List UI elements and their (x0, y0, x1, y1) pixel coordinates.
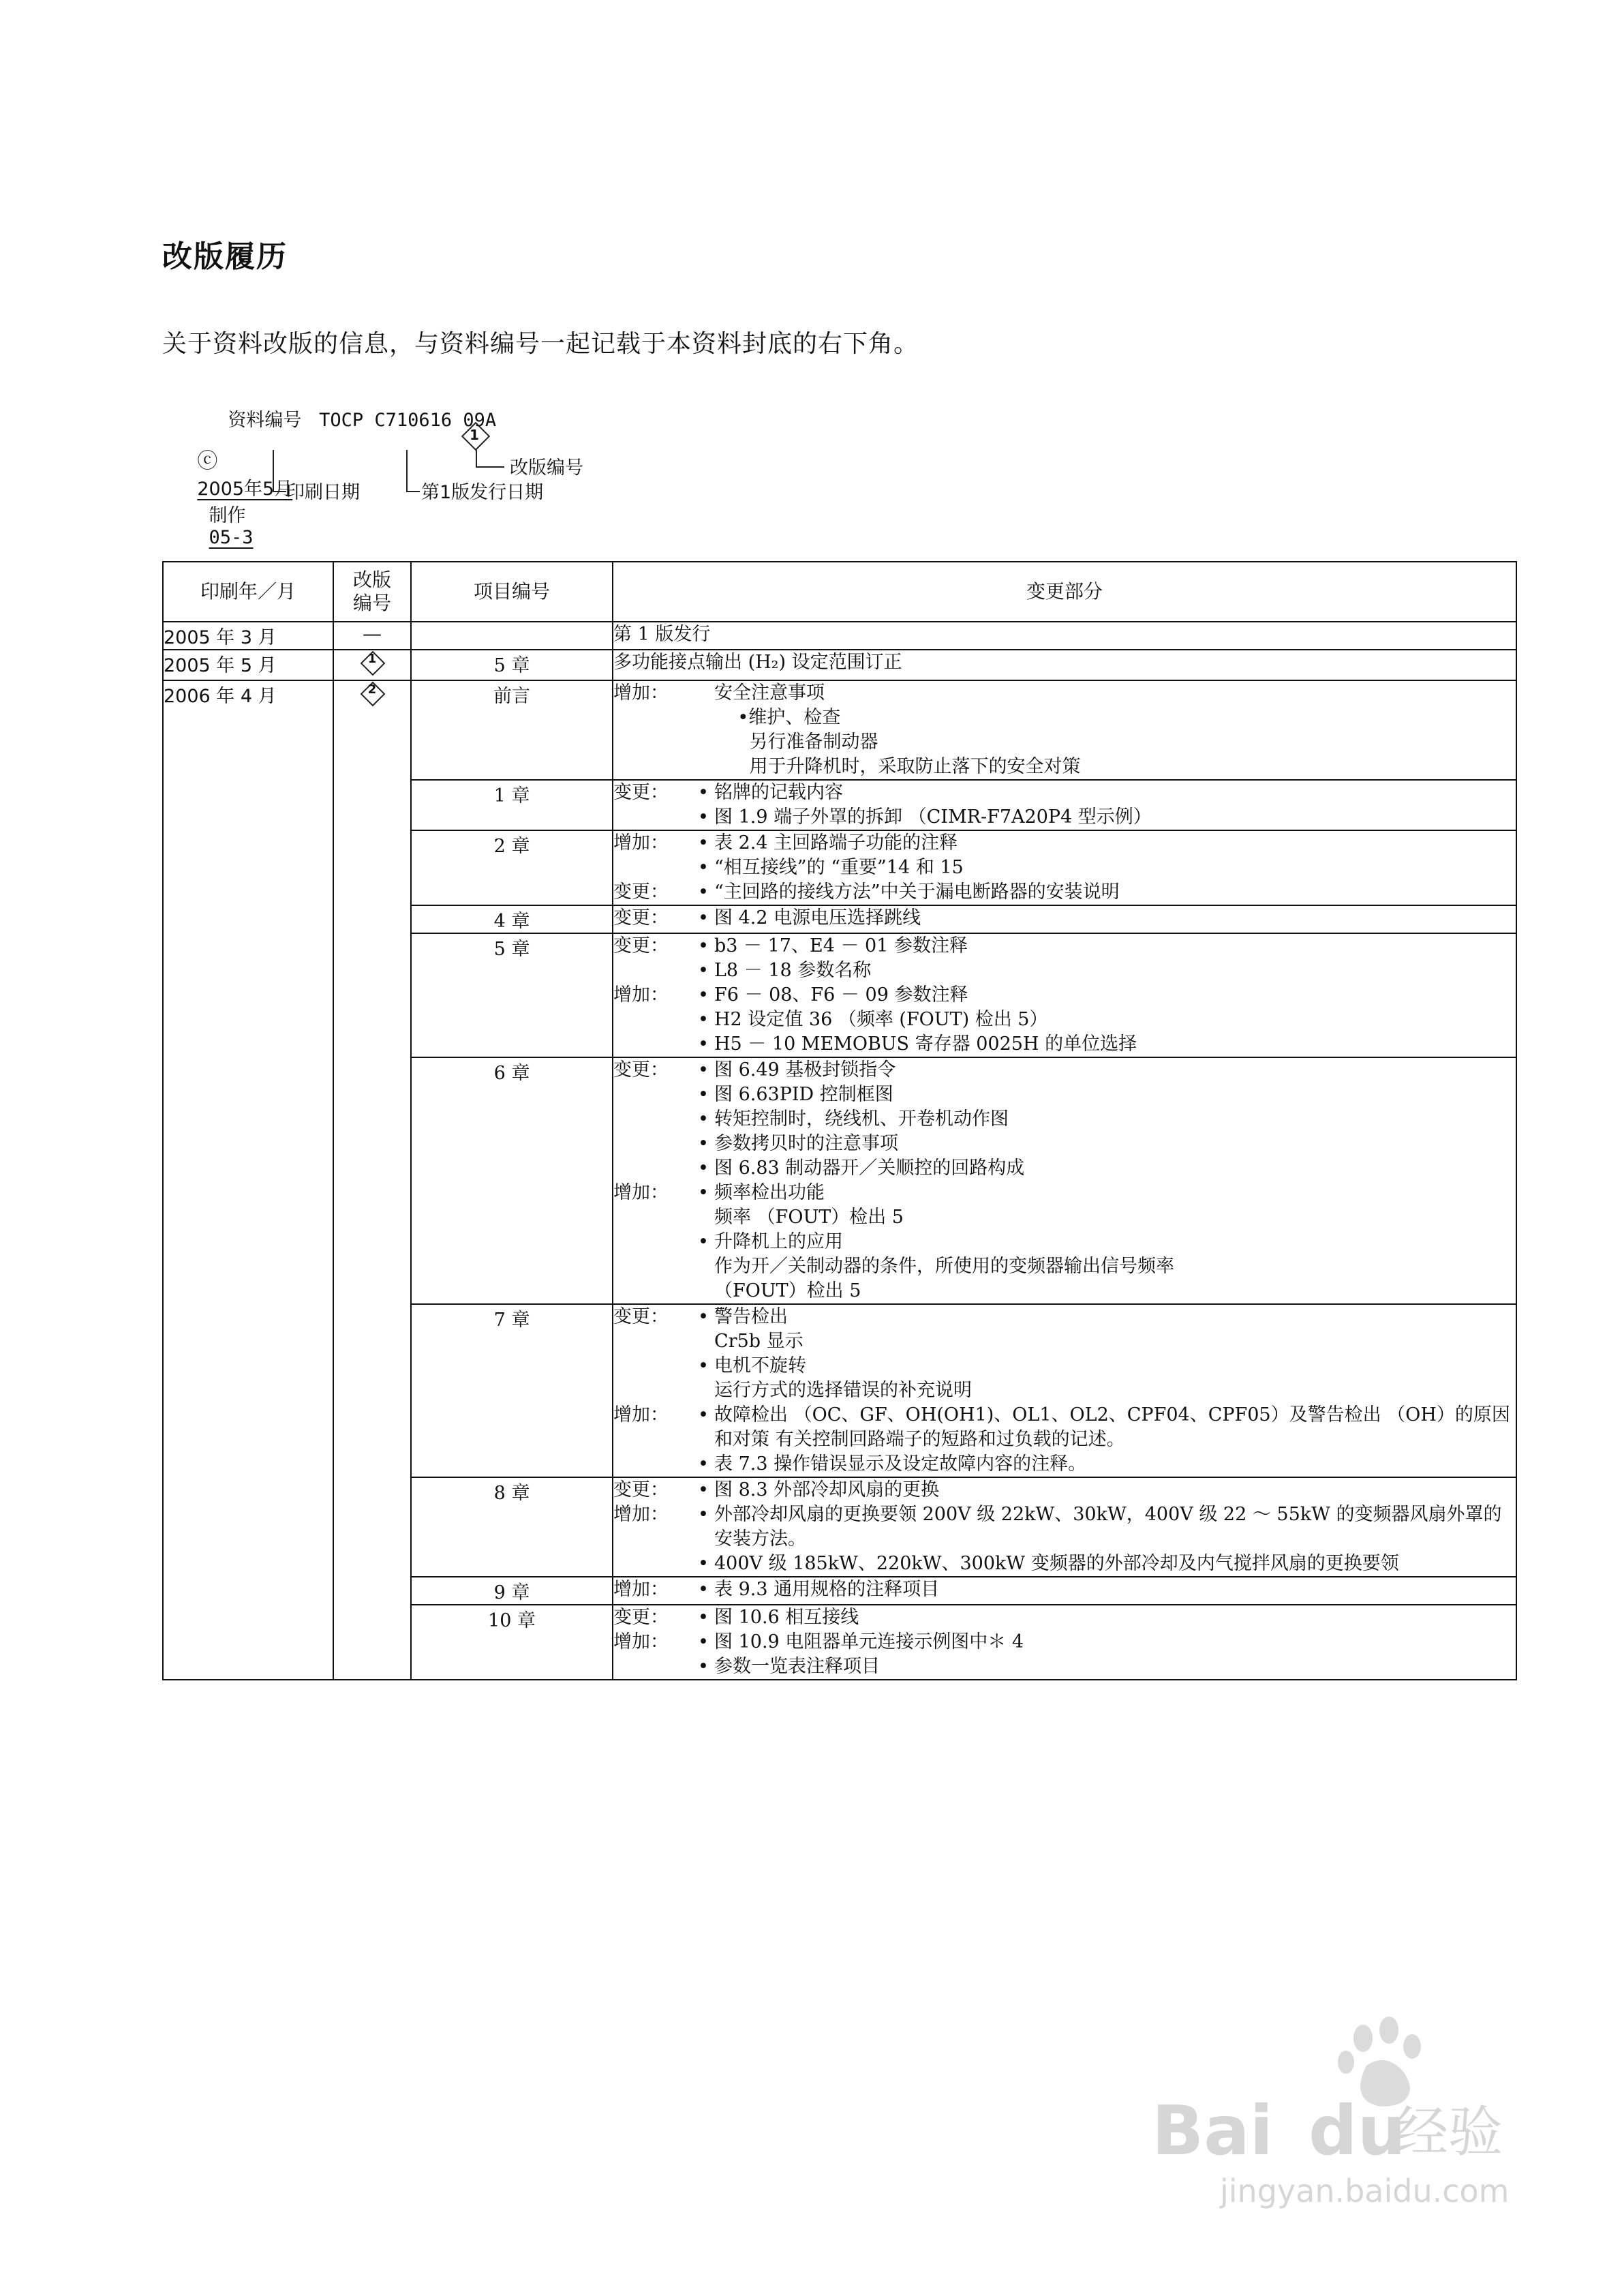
revision-number: 1 (470, 427, 479, 443)
cell-changes (613, 780, 1516, 830)
change-line: 用于升降机时，采取防止落下的安全对策 (714, 756, 1081, 777)
change-line: 变更： • “主回路的接线方法”中关于漏电断路器的安装说明 (613, 881, 1120, 903)
revision-diamond-icon: 2 (360, 681, 384, 706)
cell-item-number: 7 章 (411, 1304, 613, 1477)
change-line: （FOUT）检出 5 (714, 1280, 861, 1301)
cell-changes (613, 1477, 1516, 1577)
change-line: 增加： • 外部冷却风扇的更换要领 200V 级 22kW、30kW，400V 级 22 ～ 55kW 的变频器风扇外罩的安装方法。 (613, 1504, 1502, 1550)
revision-number-label: 改版编号 (510, 457, 583, 479)
change-line: 运行方式的选择错误的补充说明 (714, 1380, 972, 1401)
change-line: 另行准备制动器 (714, 731, 878, 753)
change-line: • 参数一览表注释项目 (698, 1656, 880, 1677)
baidu-jingyan-watermark (1138, 1997, 1520, 2216)
cell-changes (613, 650, 1516, 680)
cell-print-date: 2005 年 5 月 (163, 650, 333, 680)
change-line: 多功能接点输出 (H₂) 设定范围订正 (613, 652, 902, 673)
svg-text:du: du (1309, 2091, 1406, 2171)
header-revision-number: 改版 编号 (333, 562, 411, 622)
cell-item-number: 2 章 (411, 830, 613, 905)
header-item-number: 项目编号 (411, 562, 613, 622)
svg-text:经验: 经验 (1394, 2100, 1503, 2164)
cell-item-number: 10 章 (411, 1605, 613, 1680)
cell-revision-number: — (333, 622, 411, 650)
change-line: • 图 1.9 端子外罩的拆卸 （CIMR-F7A20P4 型示例） (698, 806, 1152, 828)
change-line: • H5 － 10 MEMOBUS 寄存器 0025H 的单位选择 (698, 1033, 1137, 1055)
change-line: •维护、检查 (714, 707, 841, 728)
change-line: • 图 6.63PID 控制框图 (698, 1084, 893, 1105)
cell-changes (613, 680, 1516, 780)
change-line: • 图 6.83 制动器开／关顺控的回路构成 (698, 1158, 1025, 1179)
table-header-row (163, 562, 1516, 622)
change-line: • 参数拷贝时的注意事项 (698, 1133, 898, 1154)
page-title: 改版履历 (162, 239, 288, 274)
header-print-date: 印刷年／月 (163, 562, 333, 622)
print-date-bracket (273, 450, 286, 492)
cell-revision-number (333, 650, 411, 680)
cell-changes (613, 1304, 1516, 1477)
cell-item-number: 8 章 (411, 1477, 613, 1577)
cell-changes (613, 830, 1516, 905)
change-line: 变更： • 图 10.6 相互接线 (613, 1607, 859, 1628)
change-line: • 升降机上的应用 (698, 1231, 843, 1252)
change-line: • H2 设定值 36 （频率 (FOUT) 检出 5） (698, 1009, 1048, 1030)
intro-text: 关于资料改版的信息，与资料编号一起记载于本资料封底的右下角。 (162, 330, 919, 358)
cell-item-number: 1 章 (411, 780, 613, 830)
cell-print-date: 2005 年 3 月 (163, 622, 333, 650)
copyright-symbol: ⓒ (197, 449, 218, 473)
cell-changes (613, 1577, 1516, 1605)
change-line: 增加： 安全注意事项 (613, 682, 825, 704)
svg-text:jingyan.baidu.com: jingyan.baidu.com (1220, 2173, 1510, 2209)
cell-changes (613, 905, 1516, 933)
change-line: • L8 － 18 参数名称 (698, 960, 872, 981)
svg-text:Bai: Bai (1152, 2091, 1273, 2171)
cell-item-number: 前言 (411, 680, 613, 780)
header-changes: 变更部分 (613, 562, 1516, 622)
change-line: 增加： • F6 － 08、F6 － 09 参数注释 (613, 984, 968, 1006)
cell-item-number: 4 章 (411, 905, 613, 933)
table-row (163, 650, 1516, 680)
cell-changes (613, 1605, 1516, 1680)
change-line: • “相互接线”的 “重要”14 和 15 (698, 857, 964, 878)
change-line: • 表 7.3 操作错误显示及设定故障内容的注释。 (698, 1453, 1087, 1475)
cell-item-number: 5 章 (411, 650, 613, 680)
doc-code-label: 资料编号 (228, 410, 302, 431)
revision-diamond-icon: 1 (360, 650, 384, 675)
change-line: 变更： • 铭牌的记载内容 (613, 782, 843, 803)
cell-item-number: 6 章 (411, 1057, 613, 1304)
change-line: • 400V 级 185kW、220kW、300kW 变频器的外部冷却及内气搅拌风扇的更换要领 (698, 1553, 1399, 1574)
make-label: 制作 (209, 505, 246, 526)
first-issue-bracket (406, 450, 420, 492)
print-code-line (174, 423, 292, 569)
change-line: 变更： • b3 － 17、E4 － 01 参数注释 (613, 935, 968, 956)
change-line: 增加： • 图 10.9 电阻器单元连接示例图中＊ 4 (613, 1631, 1024, 1652)
make-code: 05-3 (209, 527, 254, 548)
revision-history-table (162, 561, 1517, 1680)
cell-item-number: 5 章 (411, 933, 613, 1057)
change-line: • 转矩控制时，绕线机、开卷机动作图 (698, 1108, 1009, 1130)
change-line: 作为开／关制动器的条件，所使用的变频器输出信号频率 (714, 1256, 1174, 1277)
first-issue-label: 第1版发行日期 (421, 482, 544, 503)
change-line: • 电机不旋转 (698, 1355, 806, 1376)
table-row (163, 622, 1516, 650)
change-line: 增加： • 故障检出 （OC、GF、OH(OH1)、OL1、OL2、CPF04、CPF05）及警告检出 （OH）的原因和对策 有关控制回路端子的短路和过负载的记述。 (613, 1404, 1510, 1450)
revision-number-bracket (476, 450, 504, 468)
change-line: 第 1 版发行 (613, 624, 711, 645)
cell-changes (613, 933, 1516, 1057)
print-date-value: 2005年5月 (197, 479, 293, 500)
cell-revision-number (333, 680, 411, 1680)
change-line: 增加： • 表 9.3 通用规格的注释项目 (613, 1579, 940, 1600)
print-date-label: 印刷日期 (286, 482, 360, 503)
change-line: 变更： • 警告检出 (613, 1306, 788, 1327)
doc-code-value: TOCP C710616 09A (319, 410, 497, 431)
cell-changes (613, 1057, 1516, 1304)
change-line: 增加： • 频率检出功能 (613, 1182, 825, 1203)
cell-item-number: 9 章 (411, 1577, 613, 1605)
change-line: 变更： • 图 4.2 电源电压选择跳线 (613, 907, 921, 928)
change-line: 变更： • 图 6.49 基极封锁指令 (613, 1059, 896, 1081)
change-line: Cr5b 显示 (714, 1331, 804, 1352)
change-line: 频率 （FOUT）检出 5 (714, 1207, 904, 1228)
cell-print-date: 2006 年 4 月 (163, 680, 333, 1680)
cell-item-number (411, 622, 613, 650)
change-line: 变更： • 图 8.3 外部冷却风扇的更换 (613, 1479, 940, 1500)
table-row (163, 680, 1516, 780)
change-line: 增加： • 表 2.4 主回路端子功能的注释 (613, 832, 958, 854)
cell-changes (613, 622, 1516, 650)
